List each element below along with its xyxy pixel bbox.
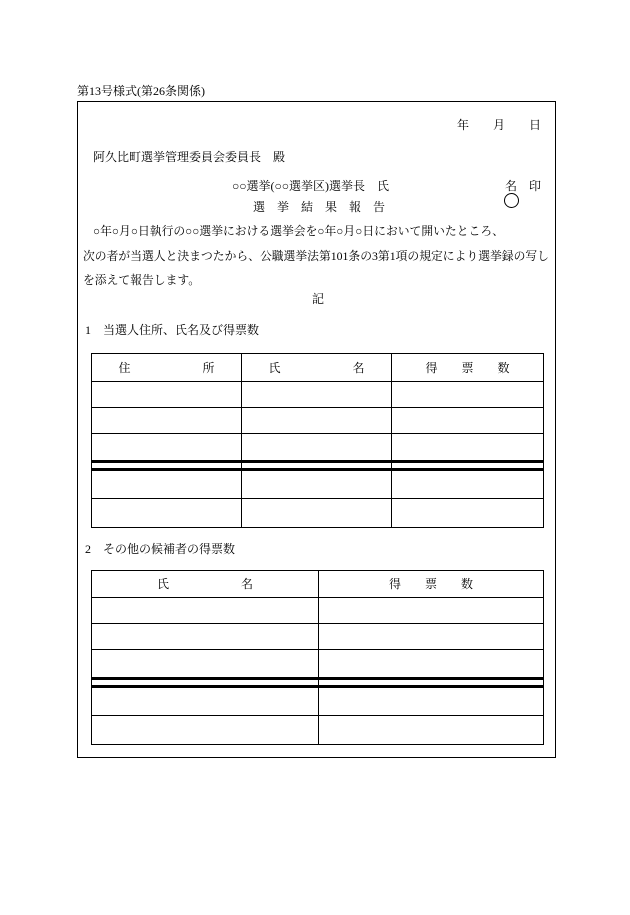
elected-table bbox=[91, 353, 544, 528]
header-votes: 得 票 数 bbox=[425, 360, 510, 375]
name-cell bbox=[242, 434, 392, 460]
double-rule-separator bbox=[92, 460, 543, 471]
address-cell bbox=[92, 408, 242, 433]
table-row bbox=[92, 624, 543, 650]
name-cell bbox=[92, 688, 319, 715]
table-row bbox=[92, 598, 543, 624]
double-rule-separator bbox=[92, 677, 543, 688]
votes-cell bbox=[319, 650, 543, 677]
table-row bbox=[92, 382, 543, 408]
separator-gap bbox=[242, 463, 392, 468]
table-row bbox=[92, 408, 543, 434]
votes-cell bbox=[319, 716, 543, 744]
table-header-row bbox=[92, 571, 543, 598]
sender-title: ○○選挙(○○選挙区)選挙長 氏 bbox=[232, 179, 389, 193]
header-name: 氏 名 bbox=[242, 354, 392, 381]
votes-cell bbox=[392, 434, 543, 460]
table-row bbox=[92, 716, 543, 744]
separator-gap bbox=[92, 680, 319, 685]
votes-cell bbox=[319, 688, 543, 715]
header-votes: 得 票 数 bbox=[388, 577, 473, 591]
name-cell bbox=[242, 471, 392, 498]
section1-title: 1 当選人住所、氏名及び得票数 bbox=[85, 323, 260, 337]
votes-cell bbox=[319, 598, 543, 623]
separator-gap bbox=[319, 680, 543, 685]
table-row bbox=[92, 434, 543, 460]
table-row bbox=[92, 471, 543, 499]
header-address: 住 所 bbox=[92, 354, 242, 381]
address-cell bbox=[92, 471, 242, 498]
name-cell bbox=[242, 382, 392, 407]
addressee: 阿久比町選挙管理委員会委員長 殿 bbox=[93, 150, 286, 164]
body-line-2: 次の者が当選人と決まつたから、公職選挙法第101条の3第1項の規定により選挙録の写し bbox=[83, 249, 549, 263]
other-candidates-table bbox=[91, 570, 544, 745]
address-cell bbox=[92, 499, 242, 527]
separator-gap bbox=[392, 463, 543, 468]
votes-cell bbox=[392, 471, 543, 498]
separator-gap bbox=[92, 463, 242, 468]
name-cell bbox=[242, 408, 392, 433]
name-cell bbox=[242, 499, 392, 527]
table-header-row bbox=[92, 354, 543, 382]
ki-mark: 記 bbox=[312, 292, 325, 306]
header-name: 氏 名 bbox=[92, 571, 319, 597]
name-cell bbox=[92, 624, 319, 649]
address-cell bbox=[92, 382, 242, 407]
votes-cell bbox=[392, 499, 543, 527]
body-line-3: を添えて報告します。 bbox=[83, 273, 201, 287]
votes-cell bbox=[319, 624, 543, 649]
date-line: 年 月 日 bbox=[457, 118, 542, 132]
body-line-1: ○年○月○日執行の○○選挙における選挙会を○年○月○日において開いたところ、 bbox=[93, 224, 504, 238]
name-seal-label: 名 印 bbox=[505, 179, 542, 193]
section2-title: 2 その他の候補者の得票数 bbox=[85, 542, 236, 556]
table-row bbox=[92, 688, 543, 716]
name-cell bbox=[92, 650, 319, 677]
table-row bbox=[92, 499, 543, 527]
document-heading: 選 挙 結 果 報 告 bbox=[253, 200, 386, 214]
votes-cell bbox=[392, 408, 543, 433]
seal-circle-icon bbox=[504, 193, 519, 208]
name-cell bbox=[92, 598, 319, 623]
form-number: 第13号様式(第26条関係) bbox=[77, 84, 205, 98]
votes-cell bbox=[392, 382, 543, 407]
name-cell bbox=[92, 716, 319, 744]
address-cell bbox=[92, 434, 242, 460]
table-row bbox=[92, 650, 543, 677]
